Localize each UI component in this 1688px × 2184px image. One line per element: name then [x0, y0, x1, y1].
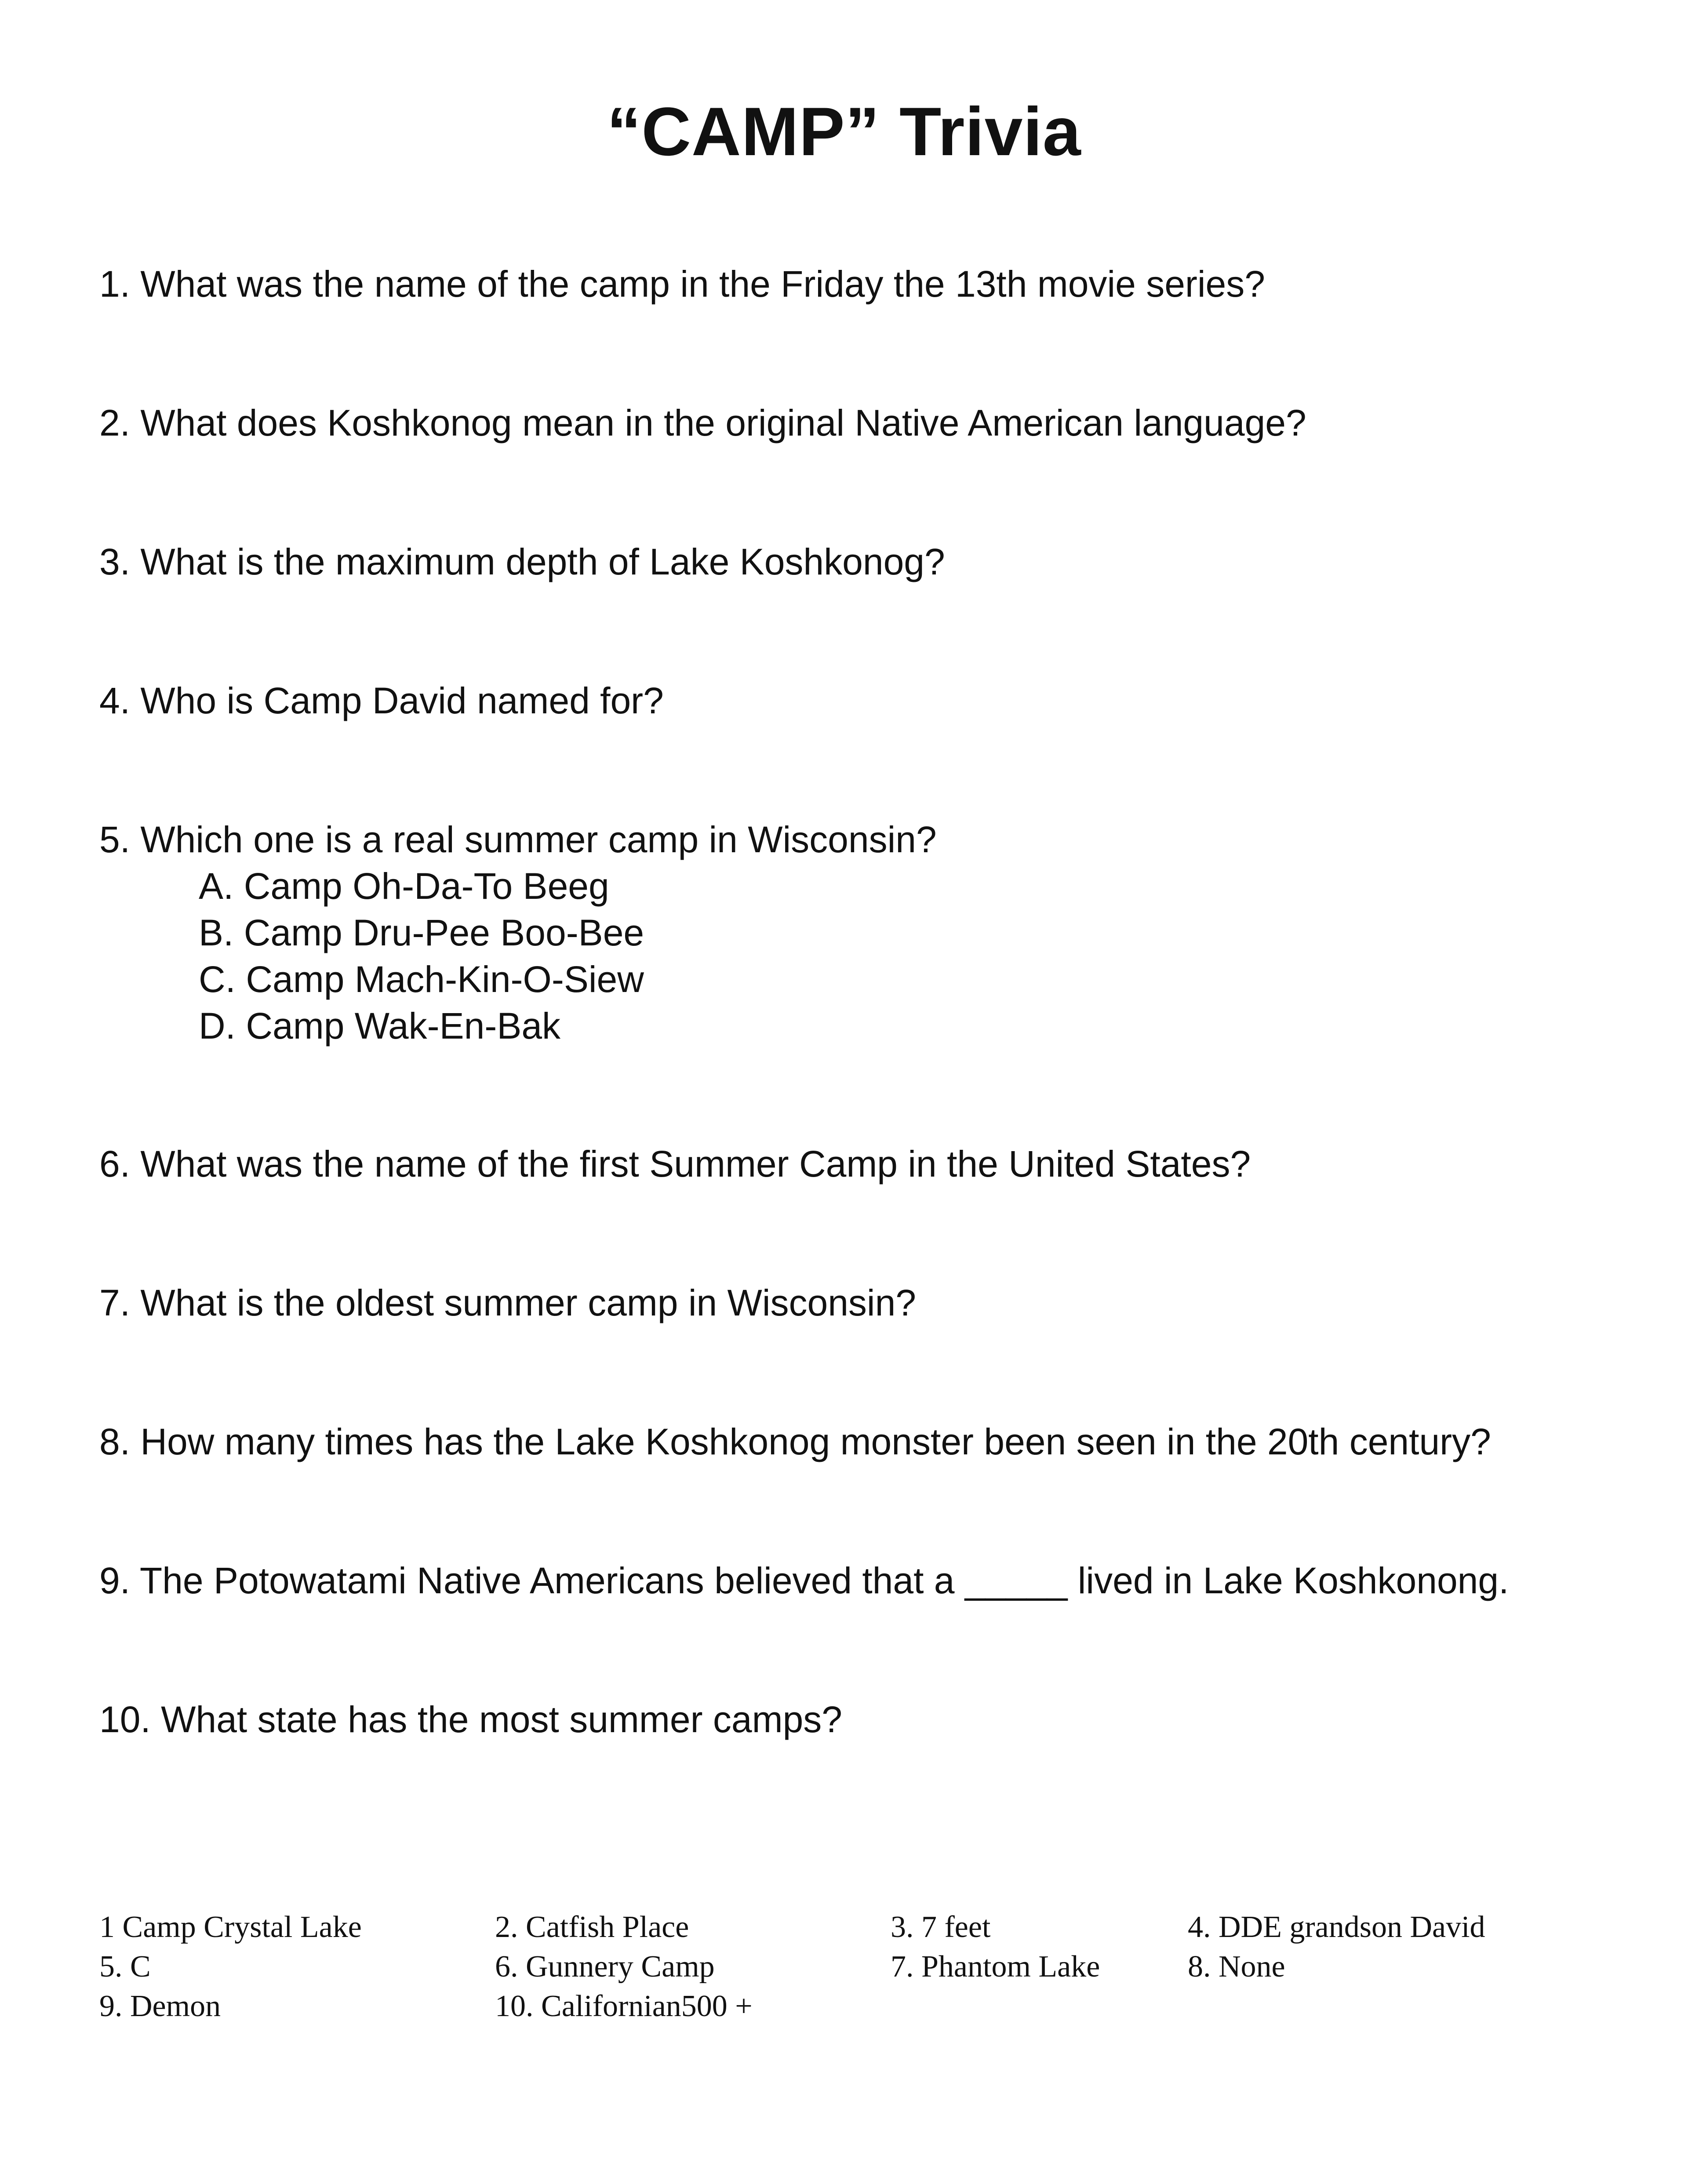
- question-9: 9. The Potowatami Native Americans believed that a _____ lived in Lake Koshkonong.: [99, 1560, 1509, 1601]
- answer-9: 9. Demon: [99, 1989, 221, 2023]
- question-3: 3. What is the maximum depth of Lake Koshkonog?: [99, 541, 945, 582]
- answer-8: 8. None: [1188, 1950, 1285, 1984]
- answer-1: 1 Camp Crystal Lake: [99, 1910, 362, 1944]
- question-1: 1. What was the name of the camp in the Friday the 13th movie series?: [99, 263, 1265, 305]
- answer-5: 5. C: [99, 1950, 151, 1984]
- question-7: 7. What is the oldest summer camp in Wisconsin?: [99, 1282, 917, 1323]
- answer-4: 4. DDE grandson David: [1188, 1910, 1485, 1944]
- answer-3: 3. 7 feet: [891, 1910, 991, 1944]
- question-4: 4. Who is Camp David named for?: [99, 680, 664, 721]
- answer-6: 6. Gunnery Camp: [495, 1950, 715, 1984]
- answer-7: 7. Phantom Lake: [891, 1950, 1100, 1984]
- question-10: 10. What state has the most summer camps?: [99, 1699, 843, 1740]
- page-title: “CAMP” Trivia: [607, 94, 1081, 170]
- question-2: 2. What does Koshkonog mean in the original Native American language?: [99, 402, 1306, 443]
- option-b: B. Camp Dru-Pee Boo-Bee: [199, 912, 644, 953]
- question-5: 5. Which one is a real summer camp in Wisconsin?: [99, 819, 937, 860]
- option-d: D. Camp Wak-En-Bak: [199, 1005, 561, 1047]
- answer-10: 10. Californian500 +: [495, 1989, 753, 2023]
- answer-2: 2. Catfish Place: [495, 1910, 689, 1944]
- question-8: 8. How many times has the Lake Koshkonog monster been seen in the 20th century?: [99, 1421, 1491, 1462]
- option-a: A. Camp Oh-Da-To Beeg: [199, 865, 609, 907]
- option-c: C. Camp Mach-Kin-O-Siew: [199, 959, 644, 1000]
- question-6: 6. What was the name of the first Summer Camp in the United States?: [99, 1143, 1251, 1185]
